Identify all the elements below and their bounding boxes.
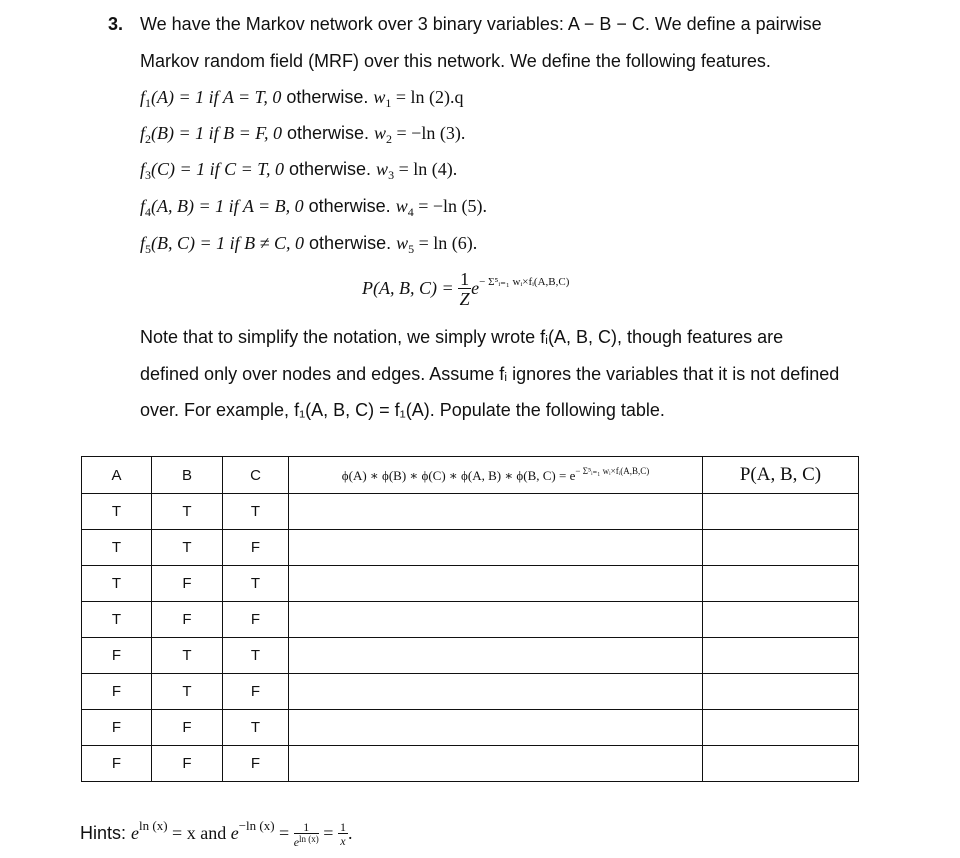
- cell-b: F: [152, 710, 223, 746]
- note-line-2: defined only over nodes and edges. Assume fᵢ ignores the variables that it is not defined: [140, 364, 840, 384]
- table-row: [82, 530, 859, 566]
- cell-factor-product[interactable]: [289, 602, 703, 638]
- note-line-1: Note that to simplify the notation, we simply wrote fᵢ(A, B, C), though features are: [140, 327, 784, 347]
- probability-formula: P(A, B, C) = $\frac{1}{Z}$ $e^{- \Sigma^5ᵢ_{=1} wᵢ\times fᵢ(A,B,C)}$: [362, 269, 570, 309]
- cell-a: T: [82, 602, 152, 638]
- cell-factor-product[interactable]: [289, 494, 703, 530]
- cell-c: F: [223, 602, 289, 638]
- feature-5: $f_5(B$, C) = 1 if B ≠ C, 0 otherwise. $w_5 = \ln (6)$.: [140, 233, 478, 256]
- cell-probability[interactable]: [703, 674, 859, 710]
- cell-c: T: [223, 710, 289, 746]
- cell-probability[interactable]: [703, 638, 859, 674]
- cell-a: F: [82, 674, 152, 710]
- hints-line: Hints: $e^{ln (x)} = x$ and $e^{-ln (x)}$ = $\frac{1}{e^{ln (x)}}$ = $\frac{1}{x}$ .: [80, 818, 353, 849]
- table-row: [82, 674, 859, 710]
- header-probability: P(A, B, C): [703, 457, 859, 494]
- table-row: [82, 638, 859, 674]
- probability-table: [81, 456, 859, 782]
- header-c: C: [223, 457, 289, 494]
- cell-factor-product[interactable]: [289, 566, 703, 602]
- feature-1: $f_1(A) = 1$ if A = T, 0 otherwise. $w_1 = \ln (2).q$: [140, 87, 464, 110]
- question-line-2: Markov random field (MRF) over this network. We define the following features.: [140, 51, 771, 71]
- cell-factor-product[interactable]: [289, 674, 703, 710]
- cell-a: F: [82, 746, 152, 782]
- table-row: [82, 710, 859, 746]
- cell-a: T: [82, 530, 152, 566]
- cell-c: F: [223, 746, 289, 782]
- cell-c: F: [223, 530, 289, 566]
- cell-probability[interactable]: [703, 566, 859, 602]
- cell-a: T: [82, 566, 152, 602]
- cell-factor-product[interactable]: [289, 710, 703, 746]
- cell-probability[interactable]: [703, 602, 859, 638]
- cell-c: F: [223, 674, 289, 710]
- cell-a: F: [82, 710, 152, 746]
- cell-b: F: [152, 602, 223, 638]
- note-line-3: over. For example, f₁(A, B, C) = f₁(A). Populate the following table.: [140, 400, 665, 420]
- cell-a: F: [82, 638, 152, 674]
- cell-c: T: [223, 494, 289, 530]
- cell-b: T: [152, 530, 223, 566]
- header-a: A: [82, 457, 152, 494]
- question-number: 3.: [108, 14, 124, 34]
- cell-b: F: [152, 566, 223, 602]
- table-row: [82, 746, 859, 782]
- cell-b: T: [152, 494, 223, 530]
- table-row: [82, 602, 859, 638]
- cell-c: T: [223, 638, 289, 674]
- table-row: [82, 566, 859, 602]
- feature-4: $f_4(A$, B) = 1 if A = B, 0 otherwise. $w_4 = -\ln$ (5).: [140, 196, 487, 219]
- table-row: [82, 494, 859, 530]
- cell-factor-product[interactable]: [289, 746, 703, 782]
- cell-factor-product[interactable]: [289, 530, 703, 566]
- table-header-row: [82, 457, 859, 494]
- cell-b: F: [152, 746, 223, 782]
- cell-probability[interactable]: [703, 494, 859, 530]
- cell-b: T: [152, 674, 223, 710]
- cell-probability[interactable]: [703, 746, 859, 782]
- cell-c: T: [223, 566, 289, 602]
- feature-3: $f_3(C) = 1$ if C = T, 0 otherwise. $w_3 = \ln (4)$.: [140, 159, 458, 182]
- cell-probability[interactable]: [703, 530, 859, 566]
- cell-factor-product[interactable]: [289, 638, 703, 674]
- feature-2: $f_2(B) = 1$ if B = F, 0 otherwise. $w_2 = -\ln$ (3).: [140, 123, 466, 146]
- header-factor-product: ϕ(A) ∗ ϕ(B) ∗ ϕ(C) ∗ ϕ(A, B) ∗ ϕ(B, $C) = e^{- \Sigma^5ᵢ_{=1} wᵢ\times fᵢ(A,B,C)}$: [289, 457, 703, 494]
- cell-b: T: [152, 638, 223, 674]
- question-line-1: We have the Markov network over 3 binary variables: A − B − C. We define a pairwise: [140, 14, 822, 34]
- cell-a: T: [82, 494, 152, 530]
- header-b: B: [152, 457, 223, 494]
- cell-probability[interactable]: [703, 710, 859, 746]
